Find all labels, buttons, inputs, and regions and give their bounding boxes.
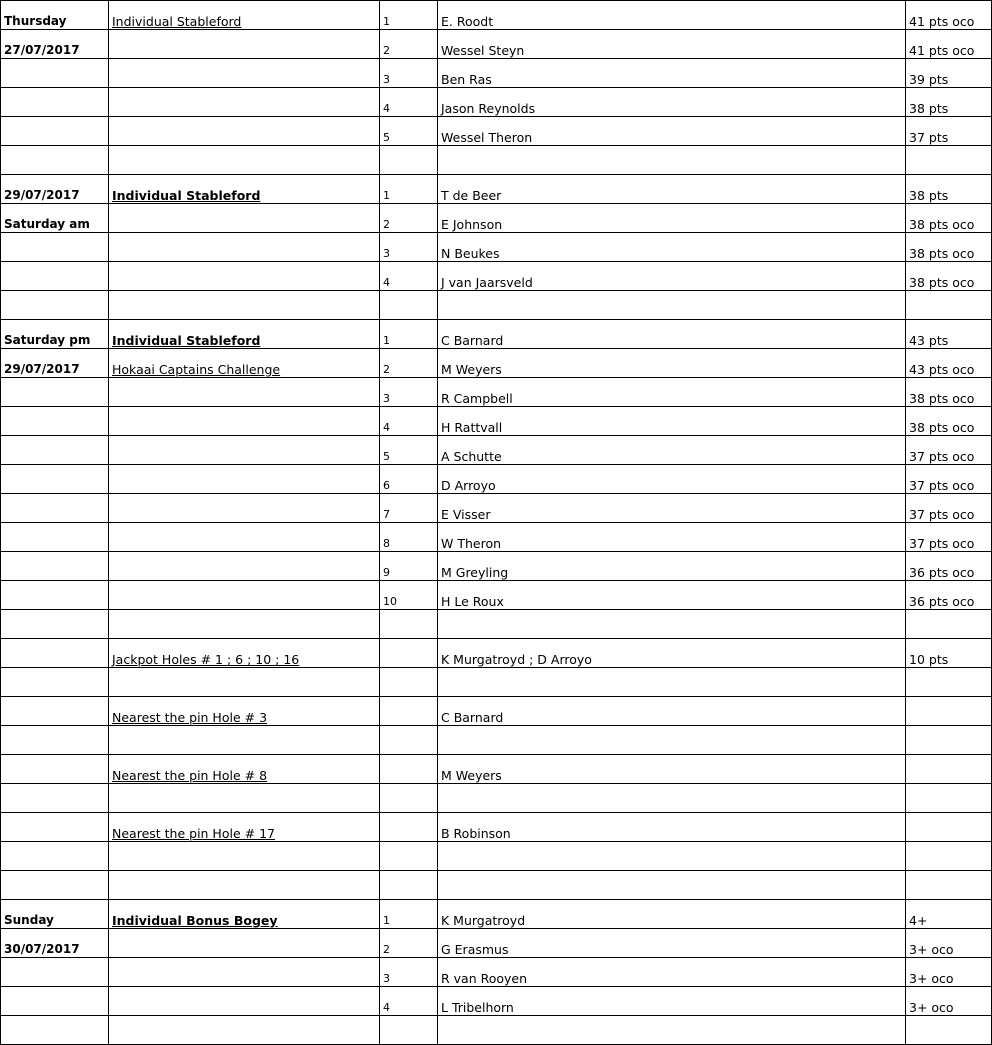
position-cell — [380, 813, 438, 842]
competition-cell — [109, 465, 380, 494]
player-name-cell: Jason Reynolds — [438, 88, 906, 117]
player-name-cell: E Visser — [438, 494, 906, 523]
position-cell: 2 — [380, 30, 438, 59]
score-cell: 38 pts oco — [906, 407, 992, 436]
player-name-cell: H Le Roux — [438, 581, 906, 610]
competition-cell — [109, 668, 380, 697]
table-row — [1, 958, 992, 987]
competition-cell: Hokaai Captains Challenge — [109, 349, 380, 378]
player-name-cell — [438, 146, 906, 175]
date-cell — [1, 262, 109, 291]
date-cell: Sunday — [1, 900, 109, 929]
player-name-cell — [438, 1016, 906, 1045]
competition-cell — [109, 929, 380, 958]
table-row — [1, 117, 992, 146]
player-name-cell: M Weyers — [438, 349, 906, 378]
date-cell: Saturday pm — [1, 320, 109, 349]
competition-cell — [109, 291, 380, 320]
competition-cell — [109, 784, 380, 813]
score-cell: 38 pts oco — [906, 204, 992, 233]
player-name-cell: M Weyers — [438, 755, 906, 784]
competition-cell — [109, 204, 380, 233]
competition-cell — [109, 958, 380, 987]
table-row — [1, 233, 992, 262]
position-cell — [380, 1016, 438, 1045]
competition-cell — [109, 146, 380, 175]
score-cell: 37 pts oco — [906, 465, 992, 494]
table-row — [1, 610, 992, 639]
player-name-cell: C Barnard — [438, 320, 906, 349]
table-row — [1, 436, 992, 465]
position-cell: 5 — [380, 436, 438, 465]
competition-cell — [109, 726, 380, 755]
player-name-cell — [438, 726, 906, 755]
competition-cell — [109, 523, 380, 552]
player-name-cell: K Murgatroyd — [438, 900, 906, 929]
table-row — [1, 465, 992, 494]
score-cell: 38 pts oco — [906, 233, 992, 262]
date-cell — [1, 523, 109, 552]
competition-cell — [109, 1016, 380, 1045]
table-row — [1, 407, 992, 436]
score-cell — [906, 291, 992, 320]
competition-cell — [109, 987, 380, 1016]
table-row — [1, 581, 992, 610]
date-cell — [1, 842, 109, 871]
score-cell: 38 pts oco — [906, 378, 992, 407]
position-cell: 1 — [380, 1, 438, 30]
position-cell — [380, 842, 438, 871]
score-cell: 3+ oco — [906, 987, 992, 1016]
position-cell — [380, 668, 438, 697]
date-cell — [1, 1016, 109, 1045]
table-row — [1, 842, 992, 871]
date-cell: Saturday am — [1, 204, 109, 233]
player-name-cell — [438, 668, 906, 697]
score-cell — [906, 813, 992, 842]
score-cell: 43 pts oco — [906, 349, 992, 378]
competition-cell — [109, 233, 380, 262]
player-name-cell: T de Beer — [438, 175, 906, 204]
position-cell: 4 — [380, 262, 438, 291]
position-cell: 7 — [380, 494, 438, 523]
competition-cell — [109, 117, 380, 146]
position-cell: 4 — [380, 987, 438, 1016]
date-cell — [1, 233, 109, 262]
position-cell: 2 — [380, 204, 438, 233]
score-cell: 39 pts — [906, 59, 992, 88]
competition-cell — [109, 842, 380, 871]
competition-cell — [109, 262, 380, 291]
score-cell — [906, 610, 992, 639]
player-name-cell: A Schutte — [438, 436, 906, 465]
score-cell — [906, 697, 992, 726]
position-cell: 3 — [380, 233, 438, 262]
player-name-cell — [438, 842, 906, 871]
competition-cell — [109, 581, 380, 610]
date-cell — [1, 146, 109, 175]
table-row — [1, 755, 992, 784]
score-cell: 36 pts oco — [906, 552, 992, 581]
table-row — [1, 291, 992, 320]
score-cell: 37 pts oco — [906, 494, 992, 523]
table-row — [1, 262, 992, 291]
position-cell: 3 — [380, 378, 438, 407]
player-name-cell — [438, 291, 906, 320]
competition-cell: Nearest the pin Hole # 3 — [109, 697, 380, 726]
date-cell — [1, 668, 109, 697]
position-cell: 1 — [380, 320, 438, 349]
table-row — [1, 639, 992, 668]
competition-cell: Jackpot Holes # 1 ; 6 ; 10 ; 16 — [109, 639, 380, 668]
date-cell — [1, 987, 109, 1016]
date-cell: 29/07/2017 — [1, 175, 109, 204]
position-cell — [380, 291, 438, 320]
player-name-cell: D Arroyo — [438, 465, 906, 494]
table-row — [1, 668, 992, 697]
table-row — [1, 1, 992, 30]
table-row — [1, 494, 992, 523]
player-name-cell: L Tribelhorn — [438, 987, 906, 1016]
position-cell: 1 — [380, 900, 438, 929]
player-name-cell: Wessel Steyn — [438, 30, 906, 59]
date-cell: Thursday — [1, 1, 109, 30]
position-cell: 3 — [380, 59, 438, 88]
player-name-cell: H Rattvall — [438, 407, 906, 436]
score-cell: 38 pts — [906, 175, 992, 204]
competition-cell — [109, 378, 380, 407]
date-cell — [1, 59, 109, 88]
score-cell — [906, 668, 992, 697]
date-cell — [1, 755, 109, 784]
score-cell — [906, 146, 992, 175]
competition-cell: Individual Stableford — [109, 175, 380, 204]
player-name-cell — [438, 610, 906, 639]
position-cell: 1 — [380, 175, 438, 204]
table-row — [1, 30, 992, 59]
position-cell — [380, 639, 438, 668]
score-cell: 3+ oco — [906, 958, 992, 987]
table-row — [1, 871, 992, 900]
score-cell: 37 pts oco — [906, 523, 992, 552]
player-name-cell: E Johnson — [438, 204, 906, 233]
competition-cell — [109, 871, 380, 900]
results-table-body — [1, 1, 992, 1045]
date-cell — [1, 291, 109, 320]
position-cell — [380, 871, 438, 900]
player-name-cell: W Theron — [438, 523, 906, 552]
score-cell — [906, 842, 992, 871]
competition-cell: Individual Stableford — [109, 320, 380, 349]
position-cell — [380, 697, 438, 726]
player-name-cell: E. Roodt — [438, 1, 906, 30]
table-row — [1, 987, 992, 1016]
date-cell — [1, 494, 109, 523]
date-cell — [1, 813, 109, 842]
position-cell — [380, 755, 438, 784]
date-cell — [1, 407, 109, 436]
position-cell: 8 — [380, 523, 438, 552]
date-cell: 30/07/2017 — [1, 929, 109, 958]
position-cell: 5 — [380, 117, 438, 146]
position-cell: 10 — [380, 581, 438, 610]
score-cell: 10 pts — [906, 639, 992, 668]
position-cell: 2 — [380, 929, 438, 958]
player-name-cell: R van Rooyen — [438, 958, 906, 987]
score-cell: 37 pts — [906, 117, 992, 146]
date-cell — [1, 88, 109, 117]
score-cell — [906, 726, 992, 755]
competition-cell — [109, 436, 380, 465]
date-cell — [1, 639, 109, 668]
table-row — [1, 900, 992, 929]
score-cell: 37 pts oco — [906, 436, 992, 465]
table-row — [1, 726, 992, 755]
table-row — [1, 320, 992, 349]
date-cell — [1, 465, 109, 494]
date-cell — [1, 552, 109, 581]
player-name-cell: C Barnard — [438, 697, 906, 726]
competition-cell: Individual Bonus Bogey — [109, 900, 380, 929]
player-name-cell: J van Jaarsveld — [438, 262, 906, 291]
position-cell — [380, 726, 438, 755]
score-cell — [906, 871, 992, 900]
competition-cell: Nearest the pin Hole # 8 — [109, 755, 380, 784]
date-cell — [1, 436, 109, 465]
player-name-cell: M Greyling — [438, 552, 906, 581]
position-cell: 2 — [380, 349, 438, 378]
score-cell — [906, 1016, 992, 1045]
table-row — [1, 929, 992, 958]
table-row — [1, 1016, 992, 1045]
date-cell — [1, 784, 109, 813]
player-name-cell: B Robinson — [438, 813, 906, 842]
player-name-cell: N Beukes — [438, 233, 906, 262]
table-row — [1, 552, 992, 581]
position-cell: 3 — [380, 958, 438, 987]
competition-cell: Individual Stableford — [109, 1, 380, 30]
date-cell — [1, 117, 109, 146]
score-cell: 41 pts oco — [906, 1, 992, 30]
position-cell: 9 — [380, 552, 438, 581]
score-cell: 43 pts — [906, 320, 992, 349]
position-cell — [380, 146, 438, 175]
competition-cell — [109, 494, 380, 523]
position-cell: 4 — [380, 88, 438, 117]
position-cell: 6 — [380, 465, 438, 494]
table-row — [1, 204, 992, 233]
date-cell — [1, 958, 109, 987]
player-name-cell — [438, 871, 906, 900]
position-cell — [380, 784, 438, 813]
score-cell: 36 pts oco — [906, 581, 992, 610]
table-row — [1, 175, 992, 204]
date-cell — [1, 378, 109, 407]
player-name-cell: G Erasmus — [438, 929, 906, 958]
competition-cell: Nearest the pin Hole # 17 — [109, 813, 380, 842]
player-name-cell — [438, 784, 906, 813]
competition-cell — [109, 407, 380, 436]
table-row — [1, 697, 992, 726]
score-cell: 4+ — [906, 900, 992, 929]
competition-cell — [109, 59, 380, 88]
position-cell: 4 — [380, 407, 438, 436]
competition-cell — [109, 88, 380, 117]
player-name-cell: K Murgatroyd ; D Arroyo — [438, 639, 906, 668]
competition-cell — [109, 552, 380, 581]
table-row — [1, 88, 992, 117]
table-row — [1, 523, 992, 552]
player-name-cell: Wessel Theron — [438, 117, 906, 146]
table-row — [1, 784, 992, 813]
score-cell: 38 pts — [906, 88, 992, 117]
player-name-cell: R Campbell — [438, 378, 906, 407]
date-cell: 27/07/2017 — [1, 30, 109, 59]
table-row — [1, 349, 992, 378]
date-cell — [1, 610, 109, 639]
competition-cell — [109, 610, 380, 639]
score-cell — [906, 784, 992, 813]
date-cell: 29/07/2017 — [1, 349, 109, 378]
date-cell — [1, 871, 109, 900]
score-cell — [906, 755, 992, 784]
date-cell — [1, 697, 109, 726]
table-row — [1, 813, 992, 842]
score-cell: 41 pts oco — [906, 30, 992, 59]
player-name-cell: Ben Ras — [438, 59, 906, 88]
date-cell — [1, 726, 109, 755]
table-row — [1, 59, 992, 88]
table-row — [1, 378, 992, 407]
position-cell — [380, 610, 438, 639]
table-row — [1, 146, 992, 175]
score-cell: 38 pts oco — [906, 262, 992, 291]
score-cell: 3+ oco — [906, 929, 992, 958]
date-cell — [1, 581, 109, 610]
competition-cell — [109, 30, 380, 59]
